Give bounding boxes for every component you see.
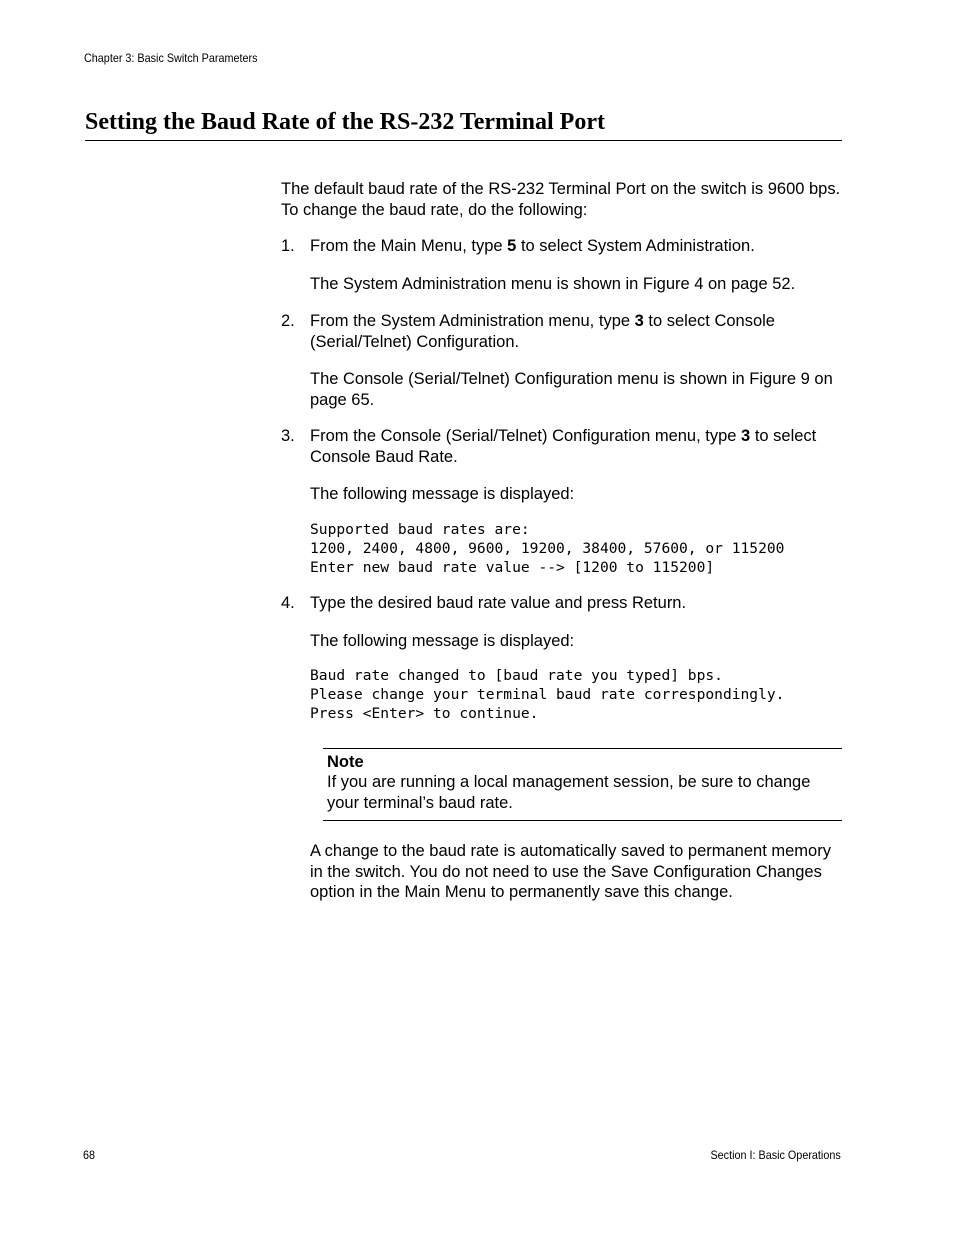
- step-3-subtext: The following message is displayed:: [310, 485, 575, 503]
- step-3-text: From the Console (Serial/Telnet) Configuration menu, type 3 to select Console Baud Rate.: [310, 427, 817, 466]
- title-rule: [85, 140, 842, 141]
- step-3-code-block: [310, 520, 784, 577]
- step-2-subtext: The Console (Serial/Telnet) Configuration menu is shown in Figure 9 on page 65.: [310, 370, 833, 409]
- intro-paragraph: The default baud rate of the RS-232 Terminal Port on the switch is 9600 bps. To change the baud rate, do the following:: [281, 180, 841, 219]
- running-header: Chapter 3: Basic Switch Parameters: [84, 51, 258, 65]
- step-1-key: 5: [507, 237, 517, 255]
- step-3-number: 3.: [281, 427, 295, 445]
- step-4-text: Type the desired baud rate value and press Return.: [310, 594, 687, 612]
- step-1-number: 1.: [281, 237, 295, 255]
- step-2-key: 3: [634, 312, 644, 330]
- step-4-code-block: [310, 666, 784, 723]
- step-4-number: 4.: [281, 594, 295, 612]
- step-2-number: 2.: [281, 312, 295, 330]
- note-box: [323, 748, 842, 821]
- step-2-text: From the System Administration menu, type 3 to select Console (Serial/Telnet) Configuration.: [310, 312, 775, 351]
- note-heading: Note: [327, 753, 364, 771]
- closing-paragraph: A change to the baud rate is automatically saved to permanent memory in the switch. You do not need to use the Save Configuration Changes option in the Main Menu to permanently save this change.: [310, 842, 831, 901]
- page-number: 68: [83, 1148, 96, 1162]
- code-line: Press <Enter> to continue.: [310, 705, 539, 722]
- code-line: Enter new baud rate value --> [1200 to 115200]: [310, 559, 715, 576]
- section-title: Setting the Baud Rate of the RS-232 Terminal Port: [85, 109, 605, 135]
- step-3-key: 3: [741, 427, 751, 445]
- note-body: If you are running a local management session, be sure to change your terminal’s baud rate.: [327, 773, 811, 812]
- step-4-subtext: The following message is displayed:: [310, 632, 575, 650]
- step-1-text: From the Main Menu, type 5 to select System Administration.: [310, 237, 755, 255]
- code-line: Supported baud rates are:: [310, 521, 530, 538]
- code-line: Baud rate changed to [baud rate you typed] bps.: [310, 667, 723, 684]
- code-line: Please change your terminal baud rate correspondingly.: [310, 686, 785, 703]
- code-line: 1200, 2400, 4800, 9600, 19200, 38400, 57600, or 115200: [310, 540, 785, 557]
- step-1-subtext: The System Administration menu is shown in Figure 4 on page 52.: [310, 275, 796, 293]
- footer-section: Section I: Basic Operations: [710, 1148, 841, 1162]
